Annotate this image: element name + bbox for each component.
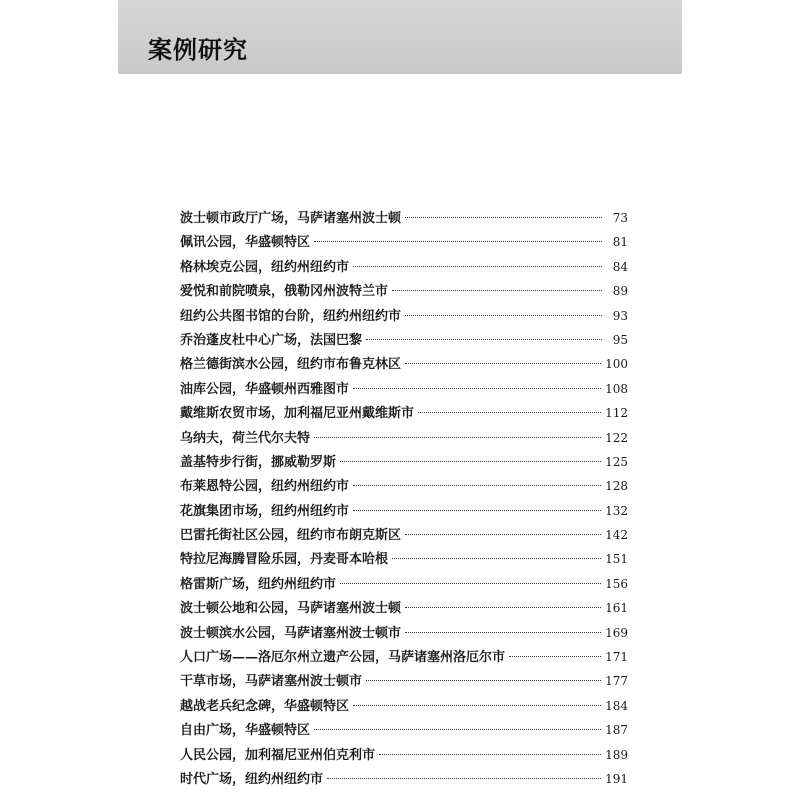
toc-entry bbox=[180, 304, 628, 328]
toc-entry bbox=[180, 352, 628, 376]
toc-entry bbox=[180, 450, 628, 474]
toc-entry bbox=[180, 572, 628, 596]
toc-dot-leader bbox=[405, 534, 601, 535]
toc-entry-page-number: 156 bbox=[605, 576, 628, 591]
toc-entry-title: 油库公园，华盛顿州西雅图市 bbox=[180, 381, 350, 397]
toc-entry bbox=[180, 718, 628, 742]
toc-entry-page-number: 73 bbox=[612, 211, 628, 225]
toc-dot-leader bbox=[509, 656, 601, 657]
toc-entry-title: 人民公园，加利福尼亚州伯克利市 bbox=[180, 747, 376, 763]
toc-dot-leader bbox=[405, 632, 601, 633]
toc-entry bbox=[180, 401, 628, 425]
toc-entry-page-number: 132 bbox=[605, 503, 628, 518]
toc-dot-leader bbox=[327, 778, 601, 779]
toc-entry-title: 纽约公共图书馆的台阶，纽约州纽约市 bbox=[180, 308, 402, 324]
toc-entry bbox=[180, 743, 628, 767]
toc-entry bbox=[180, 694, 628, 718]
toc-entry-page-number: 100 bbox=[605, 357, 628, 372]
toc-dot-leader bbox=[314, 437, 601, 438]
toc-entry-title: 乔治蓬皮杜中心广场，法国巴黎 bbox=[180, 332, 363, 348]
toc-entry-title: 时代广场，纽约州纽约市 bbox=[180, 771, 324, 787]
toc-entry-title: 格兰德街滨水公园，纽约市布鲁克林区 bbox=[180, 357, 402, 373]
toc-entry bbox=[180, 499, 628, 523]
toc-entry-page-number: 161 bbox=[605, 601, 628, 616]
toc-entry bbox=[180, 474, 628, 498]
toc-dot-leader bbox=[353, 510, 601, 511]
toc-dot-leader bbox=[392, 558, 601, 559]
toc-entry-title: 干草市场，马萨诸塞州波士顿市 bbox=[180, 674, 363, 690]
toc-dot-leader bbox=[353, 388, 601, 389]
toc-entry bbox=[180, 426, 628, 450]
toc-dot-leader bbox=[379, 754, 601, 755]
toc-dot-leader bbox=[405, 217, 602, 218]
toc-dot-leader bbox=[314, 729, 601, 730]
toc-entry-page-number: 89 bbox=[612, 284, 628, 299]
toc-entry-page-number: 184 bbox=[605, 698, 628, 713]
toc-entry-page-number: 189 bbox=[605, 747, 628, 762]
toc-entry-page-number: 187 bbox=[605, 723, 628, 738]
toc-entry bbox=[180, 669, 628, 693]
toc-entry-page-number: 177 bbox=[605, 674, 628, 689]
toc-entry bbox=[180, 279, 628, 303]
toc-entry-page-number: 142 bbox=[605, 528, 628, 543]
toc-entry-title: 格林埃克公园，纽约州纽约市 bbox=[180, 259, 350, 275]
toc-dot-leader bbox=[366, 339, 602, 340]
toc-entry-title: 格雷斯广场，纽约州纽约市 bbox=[180, 576, 337, 592]
toc-dot-leader bbox=[405, 607, 601, 608]
toc-entry-page-number: 112 bbox=[605, 406, 628, 421]
toc-entry-page-number: 125 bbox=[605, 454, 628, 469]
toc-entry bbox=[180, 206, 628, 230]
toc-entry bbox=[180, 523, 628, 547]
toc-dot-leader bbox=[353, 266, 602, 267]
toc-dot-leader bbox=[405, 315, 602, 316]
toc-dot-leader bbox=[418, 412, 601, 413]
toc-entry-title: 越战老兵纪念碑，华盛顿特区 bbox=[180, 698, 350, 714]
toc-entry-page-number: 151 bbox=[605, 552, 628, 567]
toc-entry-title: 爱悦和前院喷泉，俄勒冈州波特兰市 bbox=[180, 284, 389, 300]
toc-entry bbox=[180, 645, 628, 669]
toc-dot-leader bbox=[353, 485, 601, 486]
toc-entry-title: 布莱恩特公园，纽约州纽约市 bbox=[180, 479, 350, 495]
toc-entry-page-number: 81 bbox=[612, 235, 628, 250]
toc-entry-title: 自由广场，华盛顿特区 bbox=[180, 723, 311, 739]
toc-entry bbox=[180, 328, 628, 352]
toc-entry bbox=[180, 547, 628, 571]
toc-entry-title: 波士顿滨水公园，马萨诸塞州波士顿市 bbox=[180, 625, 402, 641]
toc-entry-title: 特拉尼海腾冒险乐园，丹麦哥本哈根 bbox=[180, 552, 389, 568]
toc-entry-page-number: 93 bbox=[612, 308, 628, 323]
toc-entry-title: 盖基特步行街，挪威勒罗斯 bbox=[180, 454, 337, 470]
toc-entry-page-number: 171 bbox=[605, 650, 628, 665]
toc-dot-leader bbox=[314, 241, 602, 242]
toc-entry-page-number: 169 bbox=[605, 625, 628, 640]
toc-dot-leader bbox=[392, 290, 602, 291]
toc-entry-page-number: 191 bbox=[605, 771, 628, 786]
toc-dot-leader bbox=[353, 705, 601, 706]
toc-entry-title: 波士顿市政厅广场，马萨诸塞州波士顿 bbox=[180, 211, 402, 226]
toc-dot-leader bbox=[340, 461, 601, 462]
toc-entry-title: 乌纳夫，荷兰代尔夫特 bbox=[180, 430, 311, 446]
toc-entry bbox=[180, 377, 628, 401]
toc-entry-title: 戴维斯农贸市场，加利福尼亚州戴维斯市 bbox=[180, 406, 415, 422]
toc-entry-page-number: 122 bbox=[605, 430, 628, 445]
toc-entry bbox=[180, 621, 628, 645]
toc-entry-page-number: 108 bbox=[605, 381, 628, 396]
section-title: 案例研究 bbox=[148, 36, 248, 64]
toc-entry bbox=[180, 230, 628, 254]
toc-entry-title: 佩讯公园，华盛顿特区 bbox=[180, 235, 311, 251]
toc-entry bbox=[180, 767, 628, 791]
toc-entry-page-number: 95 bbox=[612, 332, 628, 347]
toc-entry-title: 巴雷托街社区公园，纽约市布朗克斯区 bbox=[180, 528, 402, 544]
toc-entry bbox=[180, 596, 628, 620]
toc-dot-leader bbox=[340, 583, 601, 584]
toc-entry bbox=[180, 255, 628, 279]
toc-dot-leader bbox=[405, 363, 601, 364]
toc-entry-title: 波士顿公地和公园，马萨诸塞州波士顿 bbox=[180, 601, 402, 617]
toc-entry-title: 人口广场——洛厄尔州立遗产公园，马萨诸塞州洛厄尔市 bbox=[180, 650, 506, 666]
toc-entry-title: 花旗集团市场，纽约州纽约市 bbox=[180, 503, 350, 519]
toc-entry-page-number: 84 bbox=[612, 259, 628, 274]
toc-dot-leader bbox=[366, 680, 601, 681]
table-of-contents bbox=[180, 206, 628, 791]
toc-entry-page-number: 128 bbox=[605, 479, 628, 494]
